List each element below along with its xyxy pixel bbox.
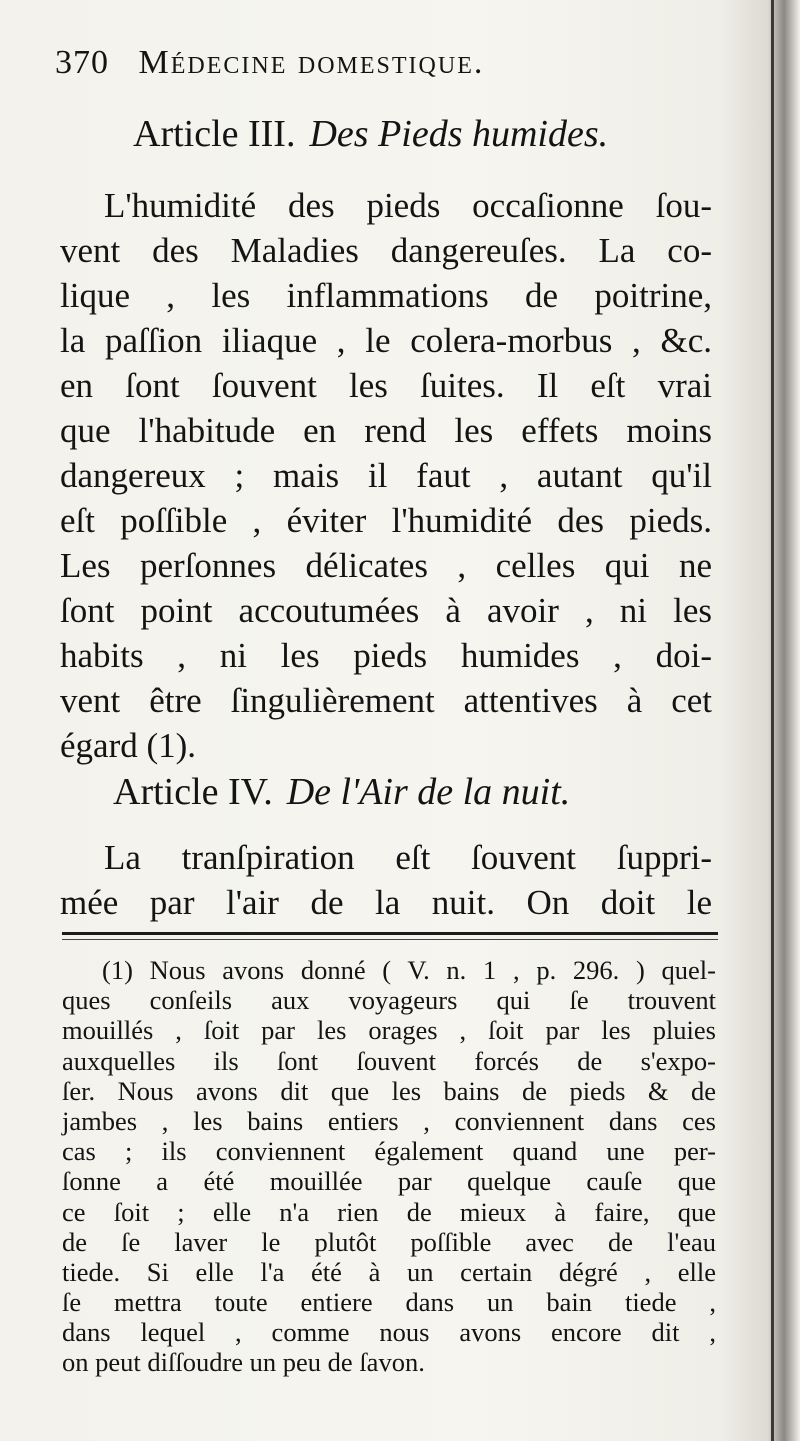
page-number: 370 bbox=[55, 44, 109, 81]
footnote-line: auxquelles ils ſont ſouvent forcés de s'expo- bbox=[62, 1045, 716, 1076]
footnote-rule-thin bbox=[62, 939, 718, 940]
footnote-line: on peut diſſoudre un peu de ſavon. bbox=[62, 1347, 425, 1378]
text-line: vent être ſingulièrement attentives à cet bbox=[60, 681, 712, 720]
footnote-line: ques conſeils aux voyageurs qui ſe trouvent bbox=[62, 985, 716, 1016]
article-4-label: Article IV. bbox=[113, 771, 273, 813]
text-line: en ſont ſouvent les ſuites. Il eſt vrai bbox=[60, 366, 712, 405]
footnote-line: tiede. Si elle l'a été à un certain dégré , elle bbox=[62, 1256, 716, 1287]
text-line: vent des Maladies dangereuſes. La co- bbox=[60, 231, 712, 270]
text-line: ſont point accoutumées à avoir , ni les bbox=[60, 591, 712, 630]
text-line: Les perſonnes délicates , celles qui ne bbox=[60, 546, 712, 585]
text-line: que l'habitude en rend les effets moins bbox=[60, 411, 712, 450]
footnote bbox=[62, 955, 716, 1378]
article-4-heading bbox=[113, 770, 570, 814]
footnote-line: ce ſoit ; elle n'a rien de mieux à faire, que bbox=[62, 1196, 716, 1227]
running-title: Médecine domestique. bbox=[138, 44, 485, 81]
footnote-line: ſer. Nous avons dit que les bains de pieds & de bbox=[62, 1075, 716, 1106]
text-line: mée par l'air de la nuit. On doit le bbox=[60, 883, 712, 922]
footnote-line: ſonne a été mouillée par quelque cauſe que bbox=[62, 1166, 716, 1197]
text-line: la paſſion iliaque , le colera-morbus , &c. bbox=[60, 321, 712, 360]
text-line: égard (1). bbox=[60, 726, 197, 765]
footnote-line: cas ; ils conviennent également quand une per- bbox=[62, 1136, 716, 1167]
footnote-line: dans lequel , comme nous avons encore dit , bbox=[62, 1317, 716, 1348]
text-line: dangereux ; mais il faut , autant qu'il bbox=[60, 456, 712, 495]
article-3-heading bbox=[133, 112, 608, 156]
text-line: L'humidité des pieds occaſionne ſou- bbox=[104, 186, 712, 225]
footnote-line: jambes , les bains entiers , conviennent dans ces bbox=[62, 1105, 716, 1136]
text-line: La tranſpiration eſt ſouvent ſuppri- bbox=[104, 838, 712, 877]
page-gutter-shadow bbox=[771, 0, 774, 1441]
article-3-title: Des Pieds humides. bbox=[309, 113, 609, 155]
text-line: lique , les inflammations de poitrine, bbox=[60, 276, 712, 315]
text-line: habits , ni les pieds humides , doi- bbox=[60, 636, 712, 675]
footnote-line: mouillés , ſoit par les orages , ſoit par les pluies bbox=[62, 1015, 716, 1046]
footnote-line: (1) Nous avons donné ( V. n. 1 , p. 296. ) quel- bbox=[102, 955, 716, 985]
footnote-line: de ſe laver le plutôt poſſible avec de l'eau bbox=[62, 1226, 716, 1257]
text-line: eſt poſſible , éviter l'humidité des pieds. bbox=[60, 501, 712, 540]
article-3-label: Article III. bbox=[133, 113, 296, 155]
footnote-rule bbox=[62, 932, 718, 935]
footnote-line: ſe mettra toute entiere dans un bain tiede , bbox=[62, 1287, 716, 1318]
page-header bbox=[55, 44, 755, 94]
article-3-body bbox=[60, 183, 712, 768]
article-4-title: De l'Air de la nuit. bbox=[286, 771, 571, 813]
article-4-body bbox=[60, 835, 712, 925]
